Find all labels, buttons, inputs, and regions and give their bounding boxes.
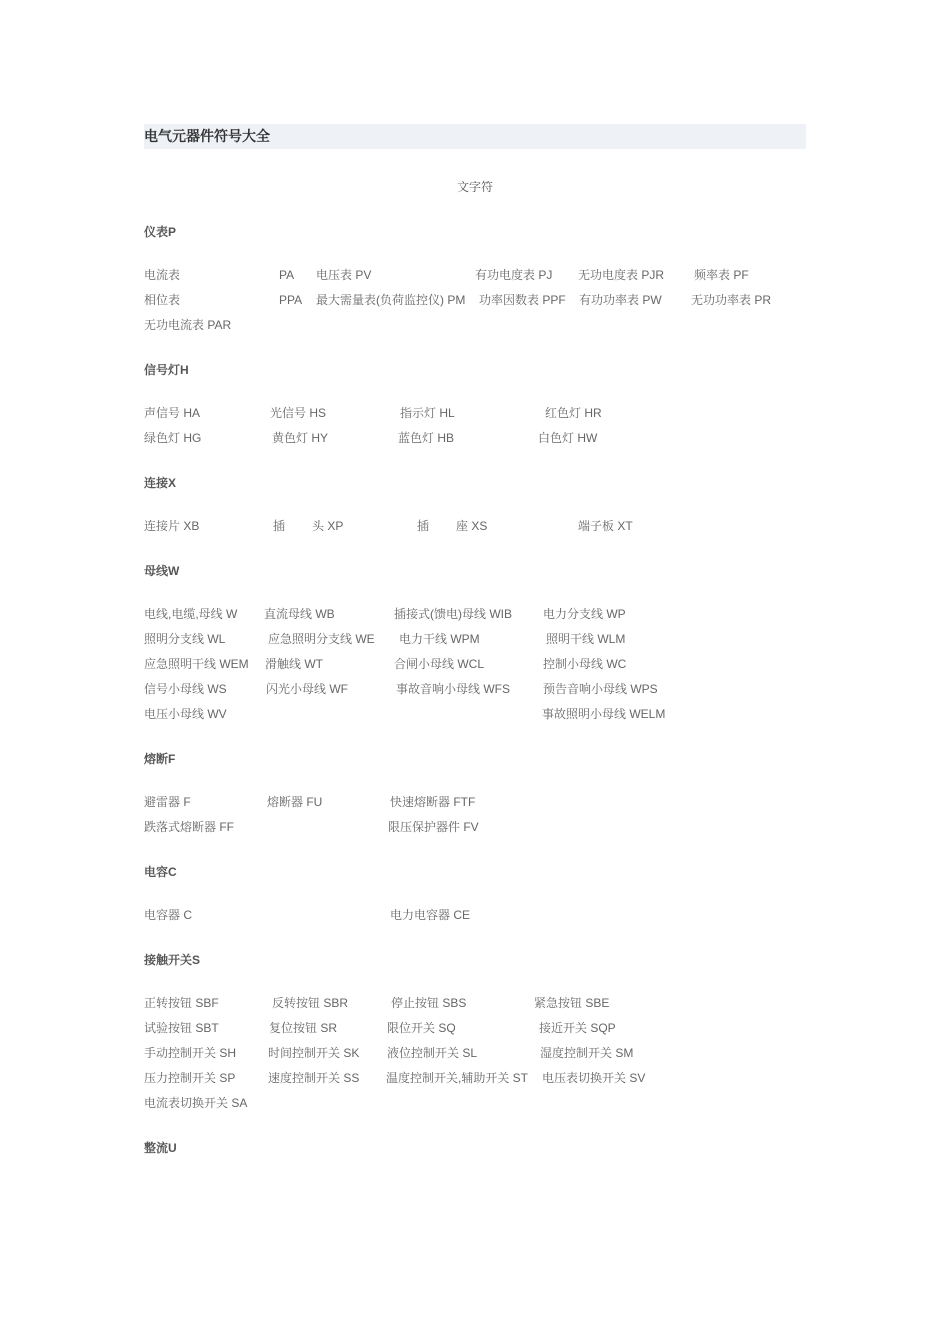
table-cell: 限位开关 SQ [387,1021,456,1035]
table-cell: 声信号 HA [144,406,201,420]
table-cell: 快速熔断器 FTF [390,795,476,809]
section-heading-connection: 连接X [144,476,177,490]
table-cell: 蓝色灯 HB [398,431,455,445]
table-cell: 相位表 [144,293,181,307]
table-cell: 白色灯 HW [538,431,598,445]
table-cell: 有功电度表 PJ [475,268,553,282]
table-cell: 避雷器 F [144,795,191,809]
table-cell: 预告音响小母线 WPS [543,682,658,696]
section-heading-signal-lamps: 信号灯H [144,363,189,377]
table-cell: 端子板 XT [578,519,633,533]
table-cell: 紧急按钮 SBE [534,996,610,1010]
table-cell: 指示灯 HL [400,406,455,420]
table-cell: 插 [273,519,286,533]
table-cell: 频率表 PF [694,268,749,282]
table-cell: 液位控制开关 SL [387,1046,478,1060]
table-cell: 功率因数表 PPF [479,293,566,307]
table-cell: 接近开关 SQP [539,1021,616,1035]
table-cell: 直流母线 WB [264,607,335,621]
table-cell: 光信号 HS [270,406,327,420]
table-cell: 连接片 XB [144,519,200,533]
section-heading-rectifier: 整流U [144,1141,177,1155]
table-cell: 电压表 PV [316,268,372,282]
table-cell: 正转按钮 SBF [144,996,219,1010]
table-cell: 反转按钮 SBR [272,996,349,1010]
table-cell: 跌落式熔断器 FF [144,820,234,834]
table-cell: 电容器 C [144,908,193,922]
table-cell: 事故音响小母线 WFS [396,682,510,696]
table-cell: 头 XP [312,519,344,533]
table-cell: 压力控制开关 SP [144,1071,236,1085]
table-cell: 速度控制开关 SS [268,1071,360,1085]
table-cell: 电压小母线 WV [144,707,227,721]
page-title: 电气元器件符号大全 [144,124,806,149]
section-heading-busbar: 母线W [144,564,180,578]
table-cell: 黄色灯 HY [272,431,329,445]
table-cell: 事故照明小母线 WELM [542,707,666,721]
table-cell: 限压保护器件 FV [388,820,479,834]
table-cell: 熔断器 FU [267,795,323,809]
table-cell: 合闸小母线 WCL [394,657,485,671]
table-cell: 信号小母线 WS [144,682,227,696]
table-cell: 照明干线 WLM [546,632,626,646]
table-cell: 应急照明干线 WEM [144,657,249,671]
table-cell: 无功电流表 PAR [144,318,232,332]
table-cell: 绿色灯 HG [144,431,202,445]
table-cell: PA [279,268,295,282]
table-cell: 闪光小母线 WF [266,682,348,696]
table-cell: 有功功率表 PW [579,293,662,307]
table-cell: 停止按钮 SBS [391,996,467,1010]
table-cell: 滑触线 WT [265,657,323,671]
table-cell: 照明分支线 WL [144,632,226,646]
table-cell: 电压表切换开关 SV [542,1071,646,1085]
table-cell: 插接式(馈电)母线 WIB [394,607,512,621]
table-cell: 控制小母线 WC [543,657,627,671]
table-cell: 电流表切换开关 SA [144,1096,248,1110]
table-cell: 插 [417,519,430,533]
table-cell: 试验按钮 SBT [144,1021,219,1035]
section-heading-switch: 接触开关S [144,953,201,967]
section-heading-fuse: 熔断F [144,752,176,766]
table-cell: 时间控制开关 SK [268,1046,360,1060]
section-heading-capacitor: 电容C [144,865,177,879]
table-cell: 座 XS [456,519,488,533]
table-cell: 手动控制开关 SH [144,1046,237,1060]
table-cell: 无功功率表 PR [691,293,772,307]
table-cell: 无功电度表 PJR [578,268,665,282]
table-cell: 应急照明分支线 WE [268,632,375,646]
section-heading-meters: 仪表P [144,225,177,239]
table-cell: 电力干线 WPM [399,632,480,646]
table-cell: 电线,电缆,母线 W [144,607,238,621]
table-cell: 复位按钮 SR [269,1021,338,1035]
table-cell: 电流表 [144,268,181,282]
table-cell: 电力电容器 CE [390,908,471,922]
table-cell: 温度控制开关,辅助开关 ST [386,1071,529,1085]
table-cell: 红色灯 HR [545,406,602,420]
table-cell: PPA [279,293,303,307]
table-cell: 湿度控制开关 SM [540,1046,634,1060]
table-cell: 最大需量表(负荷监控仪) PM [316,293,466,307]
subtitle: 文字符 [456,180,493,194]
table-cell: 电力分支线 WP [543,607,626,621]
